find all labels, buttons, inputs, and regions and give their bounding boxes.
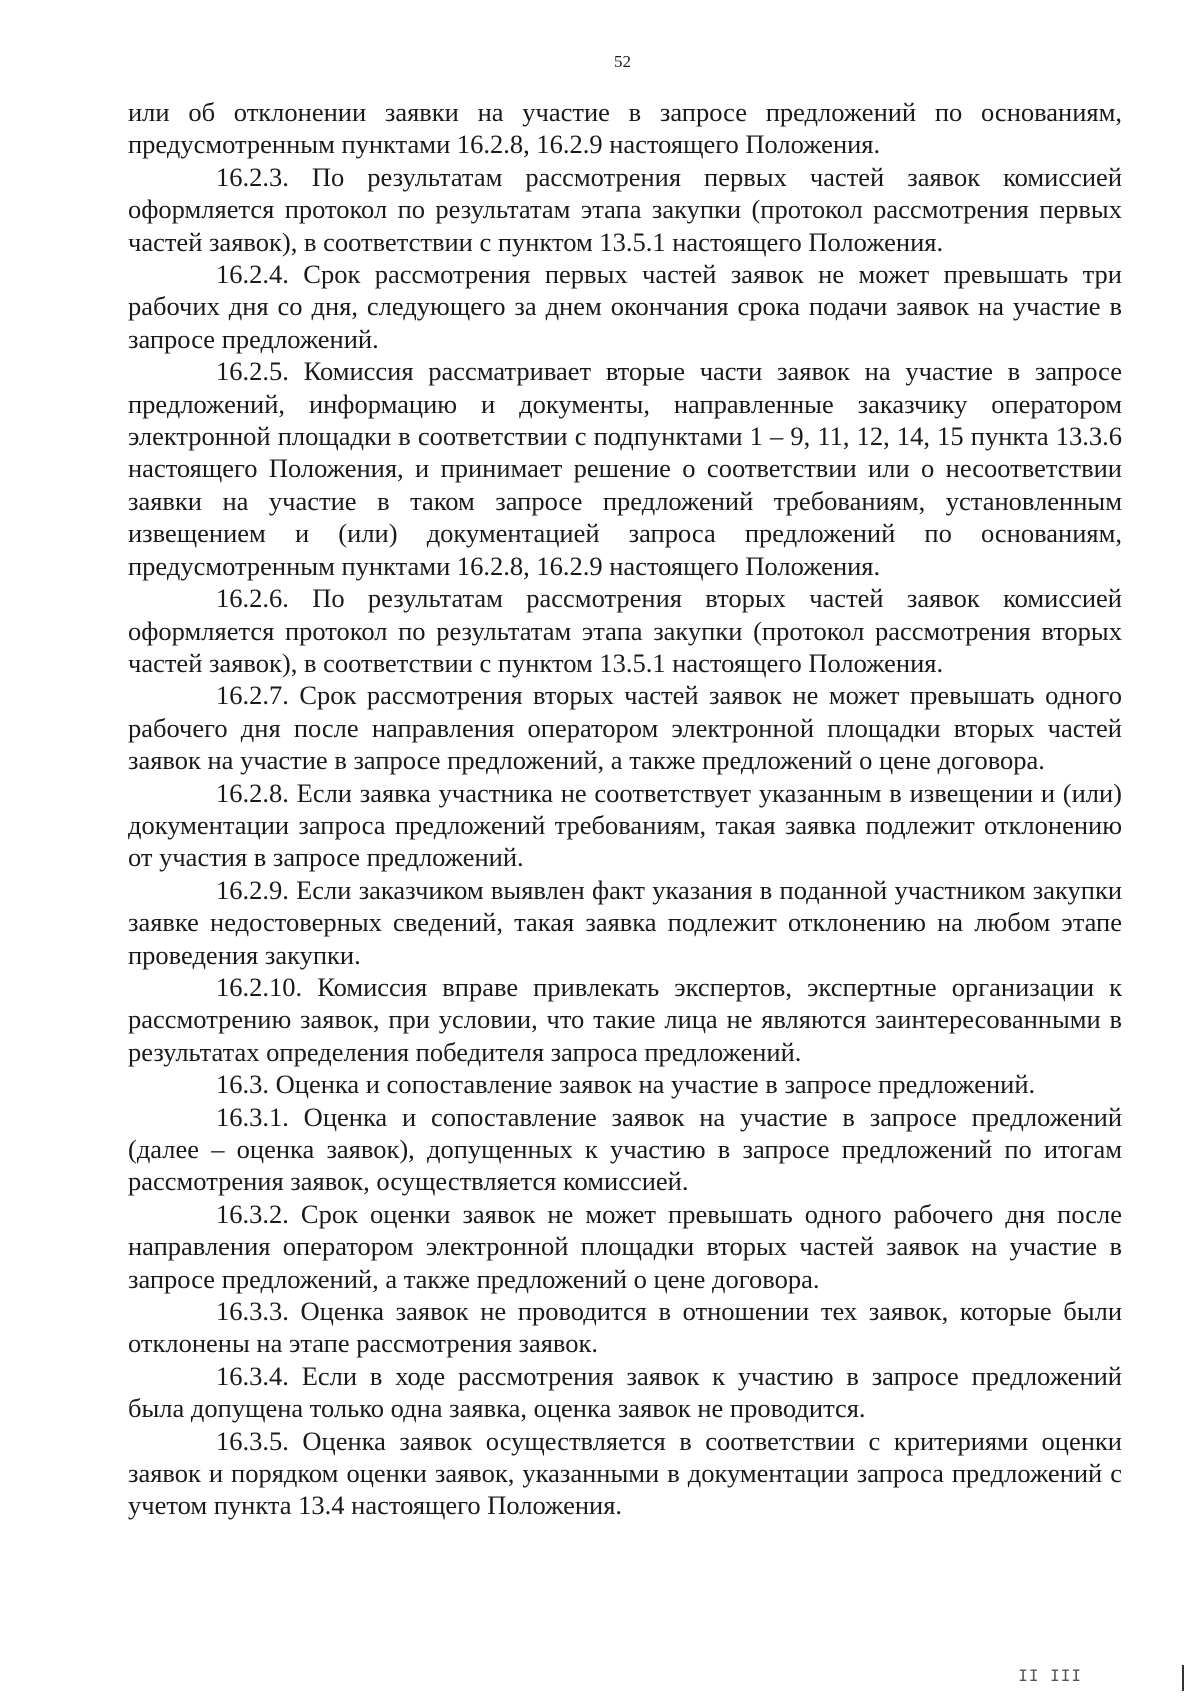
paragraph-16-2-9: 16.2.9. Если заказчиком выявлен факт указания в поданной участником закупки заявке недостоверных сведений, такая заявка подлежит отклонению на любом этапе проведения закупки. bbox=[128, 874, 1122, 970]
page-number: 52 bbox=[614, 52, 631, 71]
paragraph-16-2-10: 16.2.10. Комиссия вправе привлекать экспертов, экспертные организации к рассмотрению заявок, при условии, что такие лица не являются заинтересованными в результатах определения победителя запроса предложений. bbox=[128, 971, 1122, 1067]
scan-edge-line bbox=[1182, 1665, 1184, 1691]
paragraph-16-3-4: 16.3.4. Если в ходе рассмотрения заявок к участию в запросе предложений была допущена только одна заявка, оценка заявок не проводится. bbox=[128, 1360, 1122, 1424]
paragraph-16-2-5: 16.2.5. Комиссия рассматривает вторые части заявок на участие в запросе предложений, информацию и документы, направленные заказчику оператором электронной площадки в соответствии с подпунктами 1 – 9, 11, 12, 14, 15 пункта 13.3.6 настоящего Положения, и принимает решение о соответствии или о несоответствии заявки на участие в таком запросе предложений требованиям, установленным извещением и (или) документацией запроса предложений по основаниям, предусмотренным пунктами 16.2.8, 16.2.9 настоящего Положения. bbox=[128, 356, 1122, 581]
paragraph-16-3-1: 16.3.1. Оценка и сопоставление заявок на участие в запросе предложений (далее – оценка заявок), допущенных к участию в запросе предложений по итогам рассмотрения заявок, осуществляется комиссией. bbox=[128, 1101, 1122, 1197]
paragraph-16-3-5: 16.3.5. Оценка заявок осуществляется в соответствии с критериями оценки заявок и порядком оценки заявок, указанными в документации запроса предложений с учетом пункта 13.4 настоящего Положения. bbox=[128, 1425, 1122, 1521]
paragraph-16-3-2: 16.3.2. Срок оценки заявок не может превышать одного рабочего дня после направления оператором электронной площадки вторых частей заявок на участие в запросе предложений, а также предложений о цене договора. bbox=[128, 1198, 1122, 1294]
scan-edge-marks: II III bbox=[1018, 1666, 1082, 1685]
paragraph-16-2-8: 16.2.8. Если заявка участника не соответствует указанным в извещении и (или) документации запроса предложений требованиям, такая заявка подлежит отклонению от участия в запросе предложений. bbox=[128, 777, 1122, 873]
paragraph-16-2-6: 16.2.6. По результатам рассмотрения вторых частей заявок комиссией оформляется протокол по результатам этапа закупки (протокол рассмотрения вторых частей заявок), в соответствии с пунктом 13.5.1 настоящего Положения. bbox=[128, 583, 1122, 678]
paragraph-continuation: или об отклонении заявки на участие в запросе предложений по основаниям, предусмотренным пунктами 16.2.8, 16.2.9 настоящего Положения. bbox=[128, 97, 1122, 160]
document-body bbox=[128, 96, 1122, 1522]
paragraph-16-3-3: 16.3.3. Оценка заявок не проводится в отношении тех заявок, которые были отклонены на этапе рассмотрения заявок. bbox=[128, 1296, 1122, 1359]
paragraph-16-2-7: 16.2.7. Срок рассмотрения вторых частей заявок не может превышать одного рабочего дня после направления оператором электронной площадки вторых частей заявок на участие в запросе предложений, а также предложений о цене договора. bbox=[128, 680, 1122, 776]
paragraph-16-3: 16.3. Оценка и сопоставление заявок на участие в запросе предложений. bbox=[216, 1069, 1036, 1100]
paragraph-16-2-3: 16.2.3. По результатам рассмотрения первых частей заявок комиссией оформляется протокол по результатам этапа закупки (протокол рассмотрения первых частей заявок), в соответствии с пунктом 13.5.1 настоящего Положения. bbox=[128, 161, 1122, 257]
paragraph-16-2-4: 16.2.4. Срок рассмотрения первых частей заявок не может превышать три рабочих дня со дня, следующего за днем окончания срока подачи заявок на участие в запросе предложений. bbox=[128, 259, 1122, 354]
